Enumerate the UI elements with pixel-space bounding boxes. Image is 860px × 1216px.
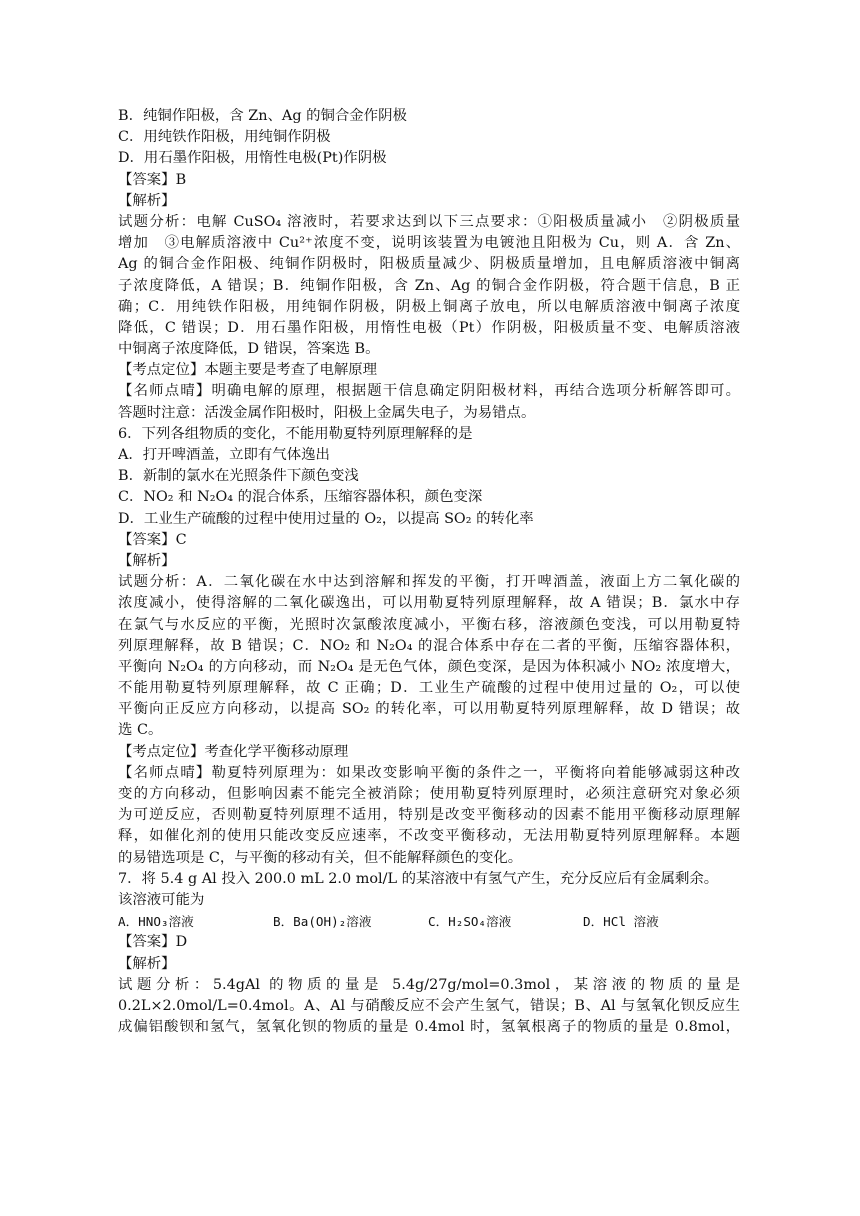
analysis-text: 子浓度降低，A 错误；B．纯铜作阳极，含 Zn、Ag 的铜合金作阴极，符合题干信息，B 正 — [118, 277, 740, 294]
analysis-text: 降低，C 错误；D．用石墨作阳极，用惰性电极（Pt）作阴极，阳极质量不变、电解质溶液 — [118, 319, 740, 336]
knowledge-point-q6: 【考点定位】考查化学平衡移动原理 — [118, 743, 349, 760]
analysis-text: 中铜离子浓度降低，D 错误，答案选 B。 — [118, 341, 380, 358]
knowledge-point-q5: 【考点定位】本题主要是考查了电解原理 — [118, 362, 378, 379]
teacher-note-q5: 【名师点晴】明确电解的原理，根据题干信息确定阴阳极材料，再结合选项分析解答即可。 — [118, 383, 740, 400]
teacher-note-q6: 的易错选项是 C，与平衡的移动有关，但不能解释颜色的变化。 — [118, 849, 523, 866]
answer-q6: 【答案】C — [118, 531, 187, 548]
option-a-q6: A．打开啤酒盖，立即有气体逸出 — [118, 447, 330, 463]
analysis-text: 0.2L×2.0mol/L=0.4mol。A、Al 与硝酸反应不会产生氢气，错误；B、Al 与氢氧化钡反应生 — [118, 997, 740, 1014]
analysis-text: 试题分析：A．二氧化碳在水中达到溶解和挥发的平衡，打开啤酒盖，液面上方二氧化碳的 — [118, 574, 740, 591]
options-q7 — [118, 911, 740, 932]
question-7: 该溶液可能为 — [118, 891, 205, 908]
analysis-text: 平衡向 N₂O₄ 的方向移动，而 N₂O₄ 是无色气体，颜色变深，是因为体积减小 NO₂ 浓度增大， — [118, 658, 740, 675]
option-a-q7: A．HNO₃溶液 — [118, 914, 194, 930]
option-d-q7: D．HCl 溶液 — [583, 914, 659, 930]
analysis-text: 平衡向正反应方向移动，以提高 SO₂ 的转化率，可以用勒夏特列原理解释，故 D 错误；故 — [118, 701, 740, 718]
teacher-note-q6: 变的方向移动，但影响因素不能完全被消除；使用勒夏特列原理时，必须注意研究对象必须 — [118, 786, 740, 802]
analysis-text: 选 C。 — [118, 722, 163, 739]
teacher-note-q5: 答题时注意：活泼金属作阳极时，阳极上金属失电子，为易错点。 — [118, 404, 536, 421]
analysis-text: 增加 ③电解质溶液中 Cu²⁺浓度不变，说明该装置为电镀池且阳极为 Cu，则 A．含 Zn、 — [118, 235, 740, 252]
answer-q5: 【答案】B — [118, 171, 187, 188]
option-d-q6: D．工业生产硫酸的过程中使用过量的 O₂，以提高 SO₂ 的转化率 — [118, 510, 534, 527]
teacher-note-q6: 释，如催化剂的使用只能改变反应速率，不改变平衡移动，无法用勒夏特列原理解释。本题 — [118, 828, 740, 845]
option-d-q5: D．用石墨作阳极，用惰性电极(Pt)作阴极 — [118, 150, 387, 167]
option-b-q7: B．Ba(OH)₂溶液 — [273, 914, 372, 930]
analysis-text: 确；C．用纯铁作阳极，用纯铜作阴极，阴极上铜离子放电，所以电解质溶液中铜离子浓度 — [118, 298, 740, 315]
analysis-text: 在氯气与水反应的平衡，光照时次氯酸浓度减小，平衡右移，溶液颜色变浅，可以用勒夏特 — [118, 616, 740, 633]
analysis-heading-q5: 【解析】 — [118, 192, 176, 209]
question-6: 6．下列各组物质的变化，不能用勒夏特列原理解释的是 — [118, 425, 473, 442]
option-c-q6: C．NO₂ 和 N₂O₄ 的混合体系，压缩容器体积，颜色变深 — [118, 489, 483, 506]
analysis-text: 试题分析：5.4gAl 的物质的量是 5.4g/27g/mol=0.3mol，某溶液的物质的量是 — [118, 976, 740, 993]
teacher-note-q6: 为可逆反应，否则勒夏特列原理不适用，特别是改变平衡移动的因素不能用平衡移动原理解 — [118, 807, 740, 824]
analysis-text: 试题分析：电解 CuSO₄ 溶液时，若要求达到以下三点要求：①阳极质量减小 ②阴极质量 — [118, 213, 740, 230]
question-7: 7．将 5.4 g Al 投入 200.0 mL 2.0 mol/L 的某溶液中有氢气产生，充分反应后有金属剩余。 — [118, 870, 719, 887]
option-c-q7: C．H₂SO₄溶液 — [428, 914, 512, 930]
document-page — [118, 106, 740, 1038]
analysis-text: 成偏铝酸钡和氢气，氢氧化钡的物质的量是 0.4mol 时，氢氧根离子的物质的量是 0.8mol， — [118, 1019, 740, 1036]
option-b-q5: B．纯铜作阳极，含 Zn、Ag 的铜合金作阴极 — [118, 108, 407, 124]
answer-q7: 【答案】D — [118, 934, 188, 951]
analysis-text: 不能用勒夏特列原理解释，故 C 正确；D．工业生产硫酸的过程中使用过量的 O₂，可以使 — [118, 680, 740, 697]
option-b-q6: B．新制的氯水在光照条件下颜色变浅 — [118, 468, 359, 485]
analysis-text: Ag 的铜合金作阳极、纯铜作阴极时，阳极质量减少、阴极质量增加，且电解质溶液中铜离 — [118, 256, 740, 273]
teacher-note-q6: 【名师点晴】勒夏特列原理为：如果改变影响平衡的条件之一，平衡将向着能够减弱这种改 — [118, 764, 740, 781]
analysis-text: 浓度减小，使得溶解的二氧化碳逸出，可以用勒夏特列原理解释，故 A 错误；B．氯水中存 — [118, 595, 740, 612]
analysis-heading-q7: 【解析】 — [118, 955, 176, 972]
analysis-text: 列原理解释，故 B 错误；C．NO₂ 和 N₂O₄ 的混合体系中存在二者的平衡，压缩容器体积， — [118, 637, 740, 654]
option-c-q5: C．用纯铁作阳极，用纯铜作阴极 — [118, 129, 331, 146]
analysis-heading-q6: 【解析】 — [118, 552, 176, 569]
